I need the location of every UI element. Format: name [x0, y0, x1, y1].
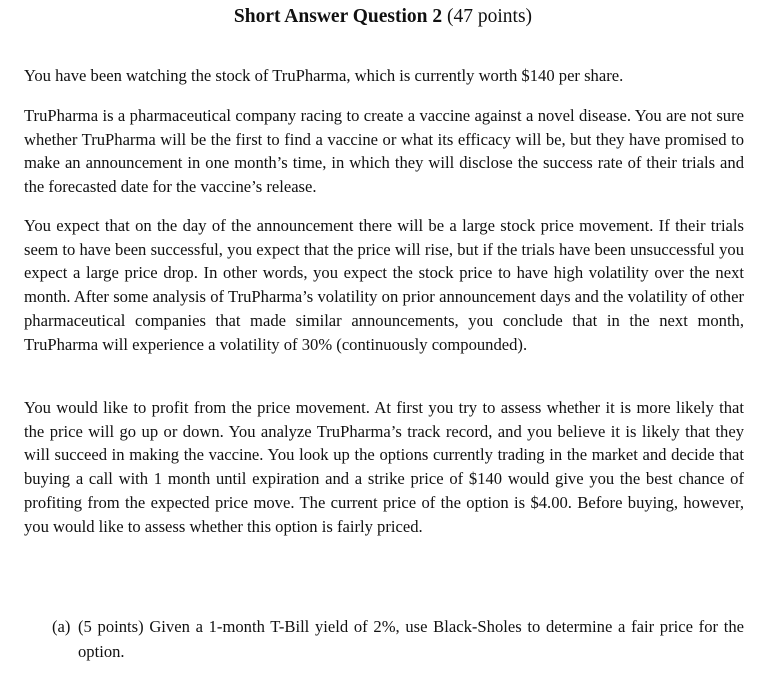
paragraph-intro: You have been watching the stock of TruPharma, which is currently worth $140 per share. — [24, 66, 624, 85]
question-title-label: Short Answer Question 2 — [233, 6, 443, 27]
subquestion-marker: (a) — [52, 617, 71, 636]
question-points: (47 points) — [447, 6, 533, 27]
question-title — [0, 4, 766, 30]
paragraph-volatility-expectation: You expect that on the day of the announcement there will be a large stock price movement. If their trials seem to have been successful, you expect that the price will rise, but if the trials have been unsuccessful you expect a large price drop. In other words, you expect the stock price to have high volatility over the next month. After some analysis of TruPharma’s volatility on prior announcement days and the volatility of other pharmaceutical companies that made similar announcements, you conclude that in the next month, TruPharma will experience a volatility of 30% (continuously compounded). — [24, 216, 744, 354]
paragraph-option-choice: You would like to profit from the price movement. At first you try to assess whether it is more likely that the price will go up or down. You analyze TruPharma’s track record, and you believe it is likely that they will succeed in making the vaccine. You look up the options currently trading in the market and decide that buying a call with 1 month until expiration and a strike price of $140 would give you the best chance of profiting from the expected price move. The current price of the option is $4.00. Before buying, however, you would like to assess whether this option is fairly priced. — [24, 398, 744, 536]
subquestion-text: (5 points) Given a 1-month T-Bill yield of 2%, use Black-Sholes to determine a fair price for the option. — [78, 617, 744, 661]
subquestion-a — [52, 614, 744, 664]
paragraph-company-background: TruPharma is a pharmaceutical company racing to create a vaccine against a novel disease. You are not sure whether TruPharma will be the first to find a vaccine or what its efficacy will be, but they have promised to make an announcement in one month’s time, in which they will disclose the success rate of their trials and the forecasted date for the vaccine’s release. — [24, 106, 744, 197]
